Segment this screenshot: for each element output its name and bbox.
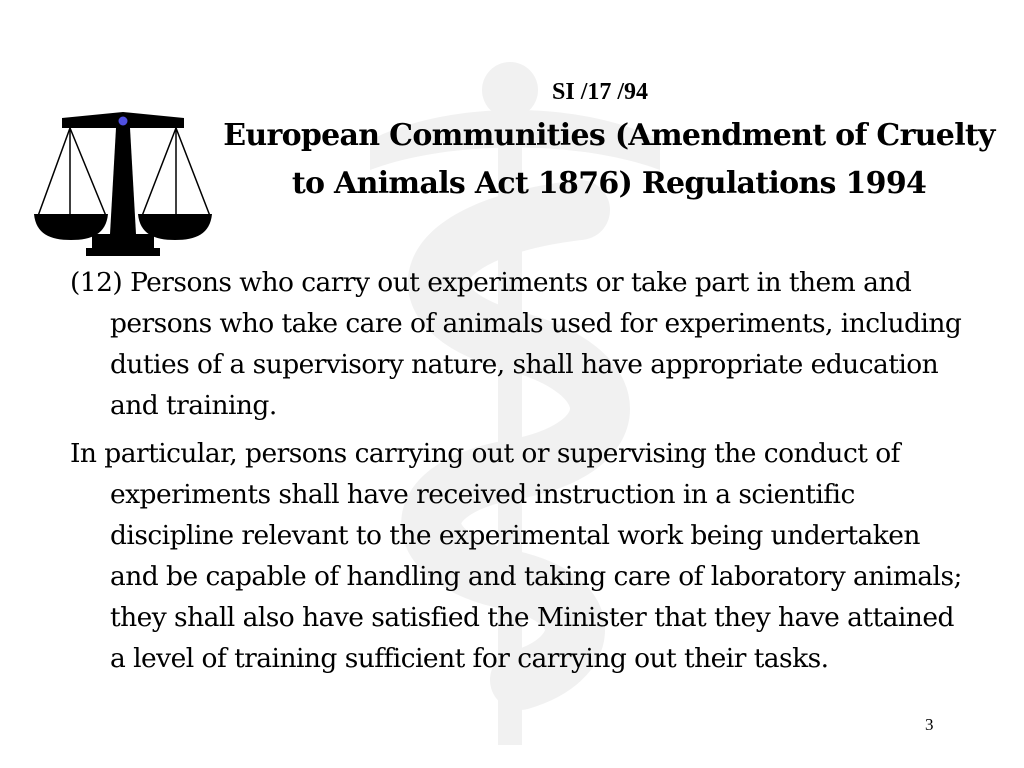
slide-title: European Communities (Amendment of Cruelty to Animals Act 1876) Regulations 1994 [223, 118, 995, 201]
paragraph-12: (12) Persons who carry out experiments or take part in them and persons who take care of animals used for experiments, including duties of a supervisory nature, shall have appropriate education and training. [70, 267, 962, 421]
statutory-instrument-reference: SI /17 /94 [552, 79, 649, 105]
scales-of-justice-icon [30, 106, 216, 258]
paragraph-in-particular: In particular, persons carrying out or supervising the conduct of experiments shall have received instruction in a scientific discipline relevant to the experimental work being undertaken and be capable of handling and taking care of laboratory animals; they shall also have satisfied the Minister that they have attained a level of training sufficient for carrying out their tasks. [70, 438, 962, 674]
page-number: 3 [925, 715, 934, 734]
slide-body [70, 262, 970, 686]
